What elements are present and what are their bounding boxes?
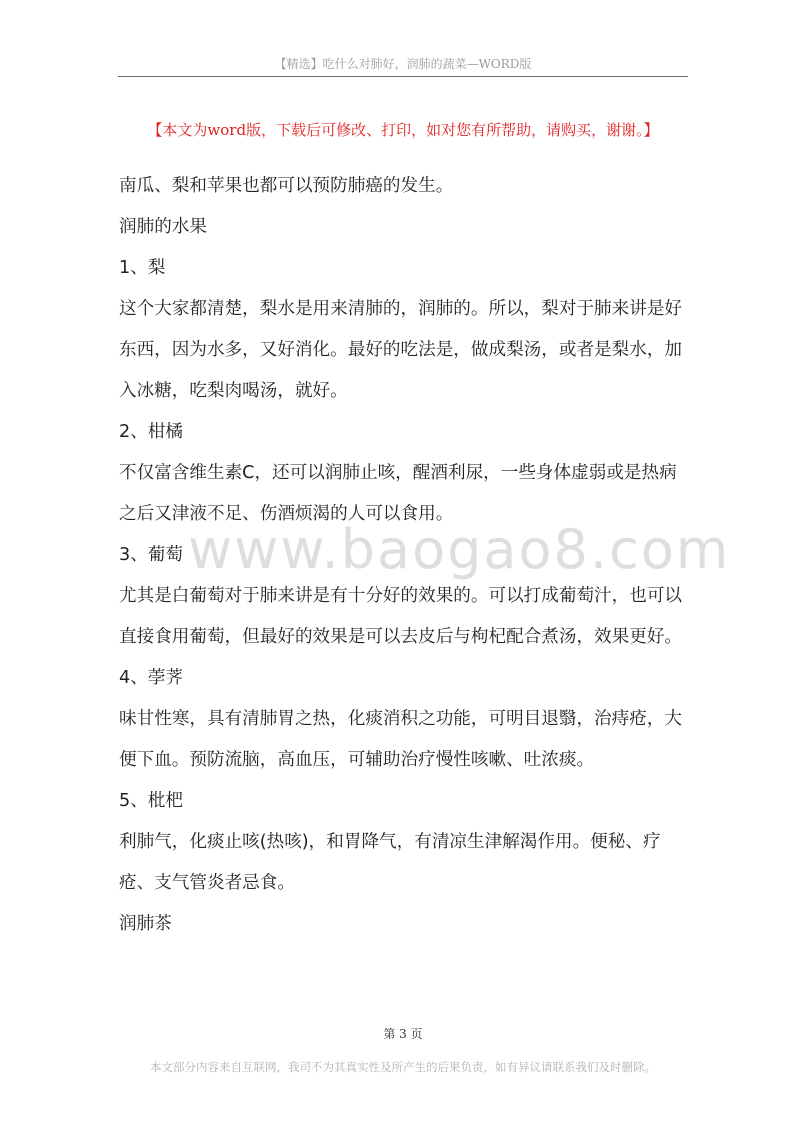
page-header-title: 【精选】吃什么对肺好，润肺的蔬菜—WORD版 [274,57,532,71]
item-heading-grape: 3、葡萄 [119,545,183,565]
item-heading-citrus: 2、柑橘 [119,422,183,442]
page-footer-disclaimer: 本文部分内容来自互联网，我司不为其真实性及所产生的后果负责，如有异议请联系我们及时删除。 [150,1060,656,1074]
item-heading-loquat: 5、枇杷 [119,791,183,811]
paragraph-loquat: 利肺气，化痰止咳(热咳)，和胃降气，有清凉生津解渴作用。便秘、疗疮、支气管炎者忌食。 [119,832,661,893]
paragraph-water-chestnut: 味甘性寒，具有清肺胃之热，化痰消积之功能，可明目退翳，治痔疮，大便下血。预防流脑，高血压，可辅助治疗慢性咳嗽、吐浓痰。 [119,709,683,770]
page-number: 第 3 页 [383,1027,423,1041]
watermark-text: www.baogao8.com [188,518,731,581]
purchase-notice: 【本文为word版，下载后可修改、打印，如对您有所帮助，请购买，谢谢。】 [147,121,659,139]
paragraph-grape: 尤其是白葡萄对于肺来讲是有十分好的效果的。可以打成葡萄汁，也可以直接食用葡萄，但最好的效果是可以去皮后与枸杞配合煮汤，效果更好。 [119,586,683,647]
paragraph-intro: 南瓜、梨和苹果也都可以预防肺癌的发生。 [119,176,454,196]
paragraph-citrus: 不仅富含维生素C，还可以润肺止咳，醒酒利尿，一些身体虚弱或是热病之后又津液不足、伤酒烦渴的人可以食用。 [119,463,677,524]
item-heading-water-chestnut: 4、荸荠 [119,668,183,688]
paragraph-pear: 这个大家都清楚，梨水是用来清肺的，润肺的。所以，梨对于肺来讲是好东西，因为水多，又好消化。最好的吃法是，做成梨汤，或者是梨水，加入冰糖，吃梨肉喝汤，就好。 [119,299,683,401]
section-heading-tea: 润肺茶 [119,914,172,934]
item-heading-pear: 1、梨 [119,258,166,278]
header-divider [118,76,688,77]
section-heading-fruits: 润肺的水果 [119,217,207,237]
